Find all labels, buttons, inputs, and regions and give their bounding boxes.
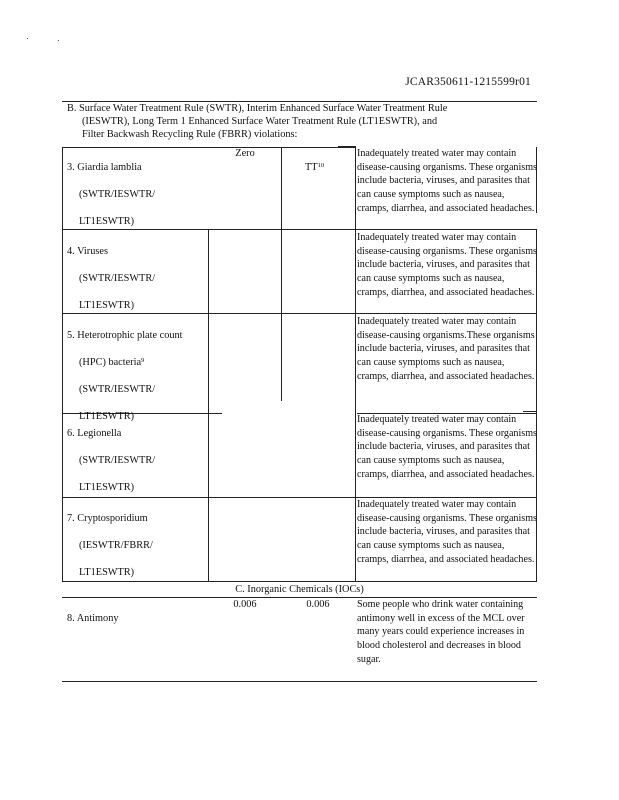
contaminant-name: 4. Viruses <box>67 245 108 257</box>
contaminant-name: 3. Giardia lamblia <box>67 161 142 173</box>
section-b-title-line3: Filter Backwash Recycling Rule (FBRR) violations: <box>82 129 298 140</box>
section-b-heading <box>67 102 537 141</box>
document-id: JCAR350611-1215599r01 <box>405 76 531 88</box>
contaminant-cell <box>67 413 207 508</box>
health-effect-text: Inadequately treated water may contain disease-causing organisms. These organisms include bacteria, viruses, and parasites that can cause symptoms such as nausea, cramps, diarrhea, and associated headaches. <box>357 148 537 214</box>
rule-reference: LT1ESWTR) <box>79 299 135 311</box>
row-divider-mark <box>523 411 537 412</box>
rule-reference: (SWTR/IESWTR/ <box>79 454 156 466</box>
rule-reference: (SWTR/IESWTR/ <box>79 188 156 200</box>
rule-reference: LT1ESWTR) <box>79 215 135 227</box>
contaminant-name: 5. Heterotrophic plate count <box>67 329 183 341</box>
mcl-value: 0.006 <box>306 599 330 610</box>
health-effect-text: Some people who drink water containing antimony well in excess of the MCL over many years could experience increases in blood cholesterol and decreases in blood sugar. <box>357 599 525 665</box>
health-effect-text: Inadequately treated water may contain disease-causing organisms. These organisms include bacteria, viruses, and parasites that can cause symptoms such as nausea, cramps, diarrhea, and associated headaches. <box>357 499 537 565</box>
rule-reference: LT1ESWTR) <box>79 481 135 493</box>
contaminant-cell <box>67 231 207 326</box>
mclg-value: Zero <box>235 148 255 159</box>
rule-reference: LT1ESWTR) <box>79 411 135 423</box>
rule-reference: (SWTR/IESWTR/ <box>79 383 156 395</box>
contaminant-name: 8. Antimony <box>67 612 119 624</box>
footnote-marker: 9 <box>141 356 145 364</box>
column-divider <box>62 147 63 581</box>
rule-reference: (SWTR/IESWTR/ <box>79 272 156 284</box>
rule-reference: LT1ESWTR) <box>79 566 135 578</box>
health-effect-text: Inadequately treated water may contain disease-causing organisms.These organisms include bacteria, viruses, and parasites that can cause symptoms such as nausea, cramps, diarrhea, and associated headaches. <box>357 316 535 382</box>
scan-speck <box>58 40 59 41</box>
section-c-heading: C. Inorganic Chemicals (IOCs) <box>235 584 364 595</box>
contaminant-name: 7. Cryptosporidium <box>67 512 148 524</box>
mclg-value: 0.006 <box>233 599 257 610</box>
contaminant-cell <box>67 498 207 593</box>
health-effect-text: Inadequately treated water may contain disease-causing organisms. These organisms include bacteria, viruses, and parasites that can cause symptoms such as nausea, cramps, diarrhea, and associated headaches. <box>357 414 537 480</box>
contaminant-cell <box>67 147 207 242</box>
scan-speck <box>27 38 28 39</box>
section-b-title-line1: B. Surface Water Treatment Rule (SWTR), Interim Enhanced Surface Water Treatment Rule <box>67 103 448 114</box>
rule-reference: (IESWTR/FBRR/ <box>79 539 153 551</box>
contaminant-cell <box>67 598 207 639</box>
table-bottom-rule <box>62 681 537 682</box>
column-divider <box>281 147 282 401</box>
rule-reference <box>67 356 217 370</box>
section-b-title-line2: (IESWTR), Long Term 1 Enhanced Surface Water Treatment Rule (LT1ESWTR), and <box>82 116 438 127</box>
footnote-marker: 10 <box>317 161 325 169</box>
health-effect-text: Inadequately treated water may contain disease-causing organisms. These organisms include bacteria, viruses, and parasites that can cause symptoms such as nausea, cramps, diarrhea, and associated headaches. <box>357 232 537 298</box>
column-divider <box>355 147 356 581</box>
mcl-value <box>305 147 345 174</box>
mcl-text: TT <box>305 161 318 173</box>
hpc-label: (HPC) bacteria <box>79 356 142 368</box>
contaminant-name: 6. Legionella <box>67 427 122 439</box>
